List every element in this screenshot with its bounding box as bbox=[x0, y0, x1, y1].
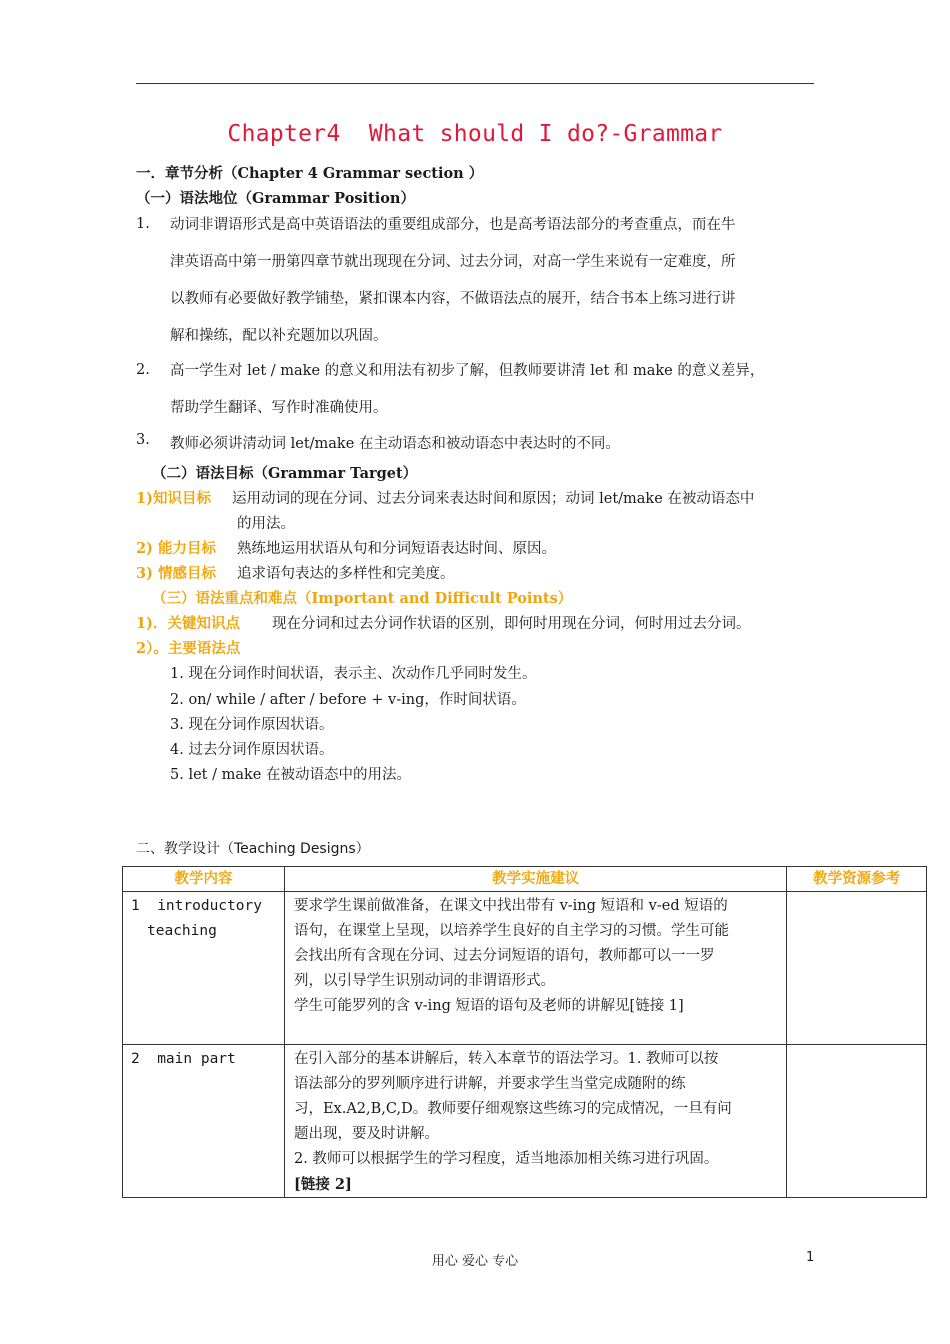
suggestion-line: 在引入部分的基本讲解后，转入本章节的语法学习。1. 教师可以按 bbox=[293, 1051, 719, 1067]
header-rule bbox=[136, 83, 814, 84]
item-1-line: 津英语高中第一册第四章节就出现现在分词、过去分词，对高一学生来说有一定难度，所 bbox=[170, 254, 736, 270]
key-knowledge-label: 1)．关键知识点 bbox=[136, 615, 240, 632]
item-1-line: 动词非谓语形式是高中英语语法的重要组成部分，也是高考语法部分的考查重点，而在牛 bbox=[170, 217, 736, 233]
target-3-label: 3) 情感目标 bbox=[136, 565, 216, 582]
grammar-target-heading: （二）语法目标（Grammar Target） bbox=[152, 465, 418, 482]
suggestion-cell bbox=[284, 1045, 786, 1198]
target-1-text-cont: 的用法。 bbox=[237, 516, 295, 532]
suggestion-line: 列，以引导学生识别动词的非谓语形式。 bbox=[293, 973, 555, 989]
item-2-text bbox=[170, 353, 830, 427]
main-points-label: 2）。主要语法点 bbox=[136, 640, 241, 657]
content-line: teaching bbox=[147, 923, 217, 939]
item-2-line: 帮助学生翻译、写作时准确使用。 bbox=[170, 400, 388, 416]
item-2-number: 2. bbox=[136, 362, 150, 378]
suggestion-cell bbox=[284, 892, 786, 1045]
grammar-point: 4. 过去分词作原因状语。 bbox=[170, 742, 334, 758]
grammar-point: 2. on/ while / after / before + v-ing，作时间状语。 bbox=[170, 692, 526, 708]
item-2-line: 高一学生对 let / make 的意义和用法有初步了解，但教师要讲清 let 和 make 的意义差异， bbox=[170, 363, 765, 379]
resource-cell bbox=[787, 1045, 927, 1198]
target-1-text: 运用动词的现在分词、过去分词来表达时间和原因；动词 let/make 在被动语态中 bbox=[232, 491, 755, 507]
target-1-label: 1)知识目标 bbox=[136, 490, 211, 507]
grammar-point: 5. let / make 在被动语态中的用法。 bbox=[170, 767, 411, 783]
resource-cell bbox=[787, 892, 927, 1045]
content-cell bbox=[123, 892, 285, 1045]
column-header: 教学资源参考 bbox=[787, 867, 927, 892]
page-footer: 用心 爱心 专心 bbox=[431, 1254, 519, 1269]
table-row bbox=[123, 892, 927, 1045]
suggestion-line: 要求学生课前做准备，在课文中找出带有 v-ing 短语和 v-ed 短语的 bbox=[293, 898, 728, 914]
item-3-number: 3. bbox=[136, 432, 150, 448]
teaching-design-table bbox=[122, 866, 927, 1198]
page-title: Chapter4 What should I do?-Grammar bbox=[227, 121, 723, 147]
item-1-number: 1. bbox=[136, 216, 150, 232]
grammar-point: 3. 现在分词作原因状语。 bbox=[170, 717, 334, 733]
table-row bbox=[123, 1045, 927, 1198]
key-knowledge-text: 现在分词和过去分词作状语的区别，即何时用现在分词，何时用过去分词。 bbox=[272, 616, 751, 632]
content-line: 2 main part bbox=[131, 1051, 236, 1067]
suggestion-line: 2. 教师可以根据学生的学习程度，适当地添加相关练习进行巩固。 bbox=[293, 1151, 719, 1167]
content-cell bbox=[123, 1045, 285, 1198]
grammar-position-heading: （一）语法地位（Grammar Position） bbox=[136, 190, 415, 207]
grammar-point: 1. 现在分词作时间状语，表示主、次动作几乎同时发生。 bbox=[170, 666, 537, 682]
target-3-text: 追求语句表达的多样性和完美度。 bbox=[237, 566, 455, 582]
target-2-label: 2) 能力目标 bbox=[136, 540, 216, 557]
item-3-text: 教师必须讲清动词 let/make 在主动语态和被动语态中表达时的不同。 bbox=[170, 436, 620, 452]
table-header-row bbox=[123, 867, 927, 892]
suggestion-line: 习，Ex.A2,B,C,D。教师要仔细观察这些练习的完成情况，一旦有问 bbox=[293, 1101, 732, 1117]
item-1-line: 解和操练，配以补充题加以巩固。 bbox=[170, 328, 388, 344]
section1-heading: 一．章节分析（Chapter 4 Grammar section ） bbox=[136, 165, 484, 182]
target-2-text: 熟练地运用状语从句和分词短语表达时间、原因。 bbox=[237, 541, 556, 557]
key-points-heading: （三）语法重点和难点（Important and Difficult Points） bbox=[152, 590, 573, 607]
suggestion-line: 会找出所有含现在分词、过去分词短语的语句，教师都可以一一罗 bbox=[293, 948, 715, 964]
section2-heading: 二、教学设计（Teaching Designs） bbox=[136, 841, 370, 857]
page-number: 1 bbox=[806, 1250, 815, 1265]
item-1-line: 以教师有必要做好教学铺垫，紧扣课本内容，不做语法点的展开，结合书本上练习进行讲 bbox=[170, 291, 736, 307]
content-line: 1 introductory bbox=[131, 898, 262, 914]
suggestion-line: 语句，在课堂上呈现，以培养学生良好的自主学习的习惯。学生可能 bbox=[293, 923, 729, 939]
suggestion-line: 学生可能罗列的含 v-ing 短语的语句及老师的讲解见[链接 1] bbox=[293, 998, 684, 1014]
link-reference[interactable]: [链接 2] bbox=[293, 1176, 352, 1193]
column-header: 教学实施建议 bbox=[284, 867, 786, 892]
suggestion-line: 题出现，要及时讲解。 bbox=[293, 1126, 439, 1142]
column-header: 教学内容 bbox=[123, 867, 285, 892]
item-1-text bbox=[170, 207, 830, 355]
suggestion-line: 语法部分的罗列顺序进行讲解，并要求学生当堂完成随附的练 bbox=[293, 1076, 686, 1092]
